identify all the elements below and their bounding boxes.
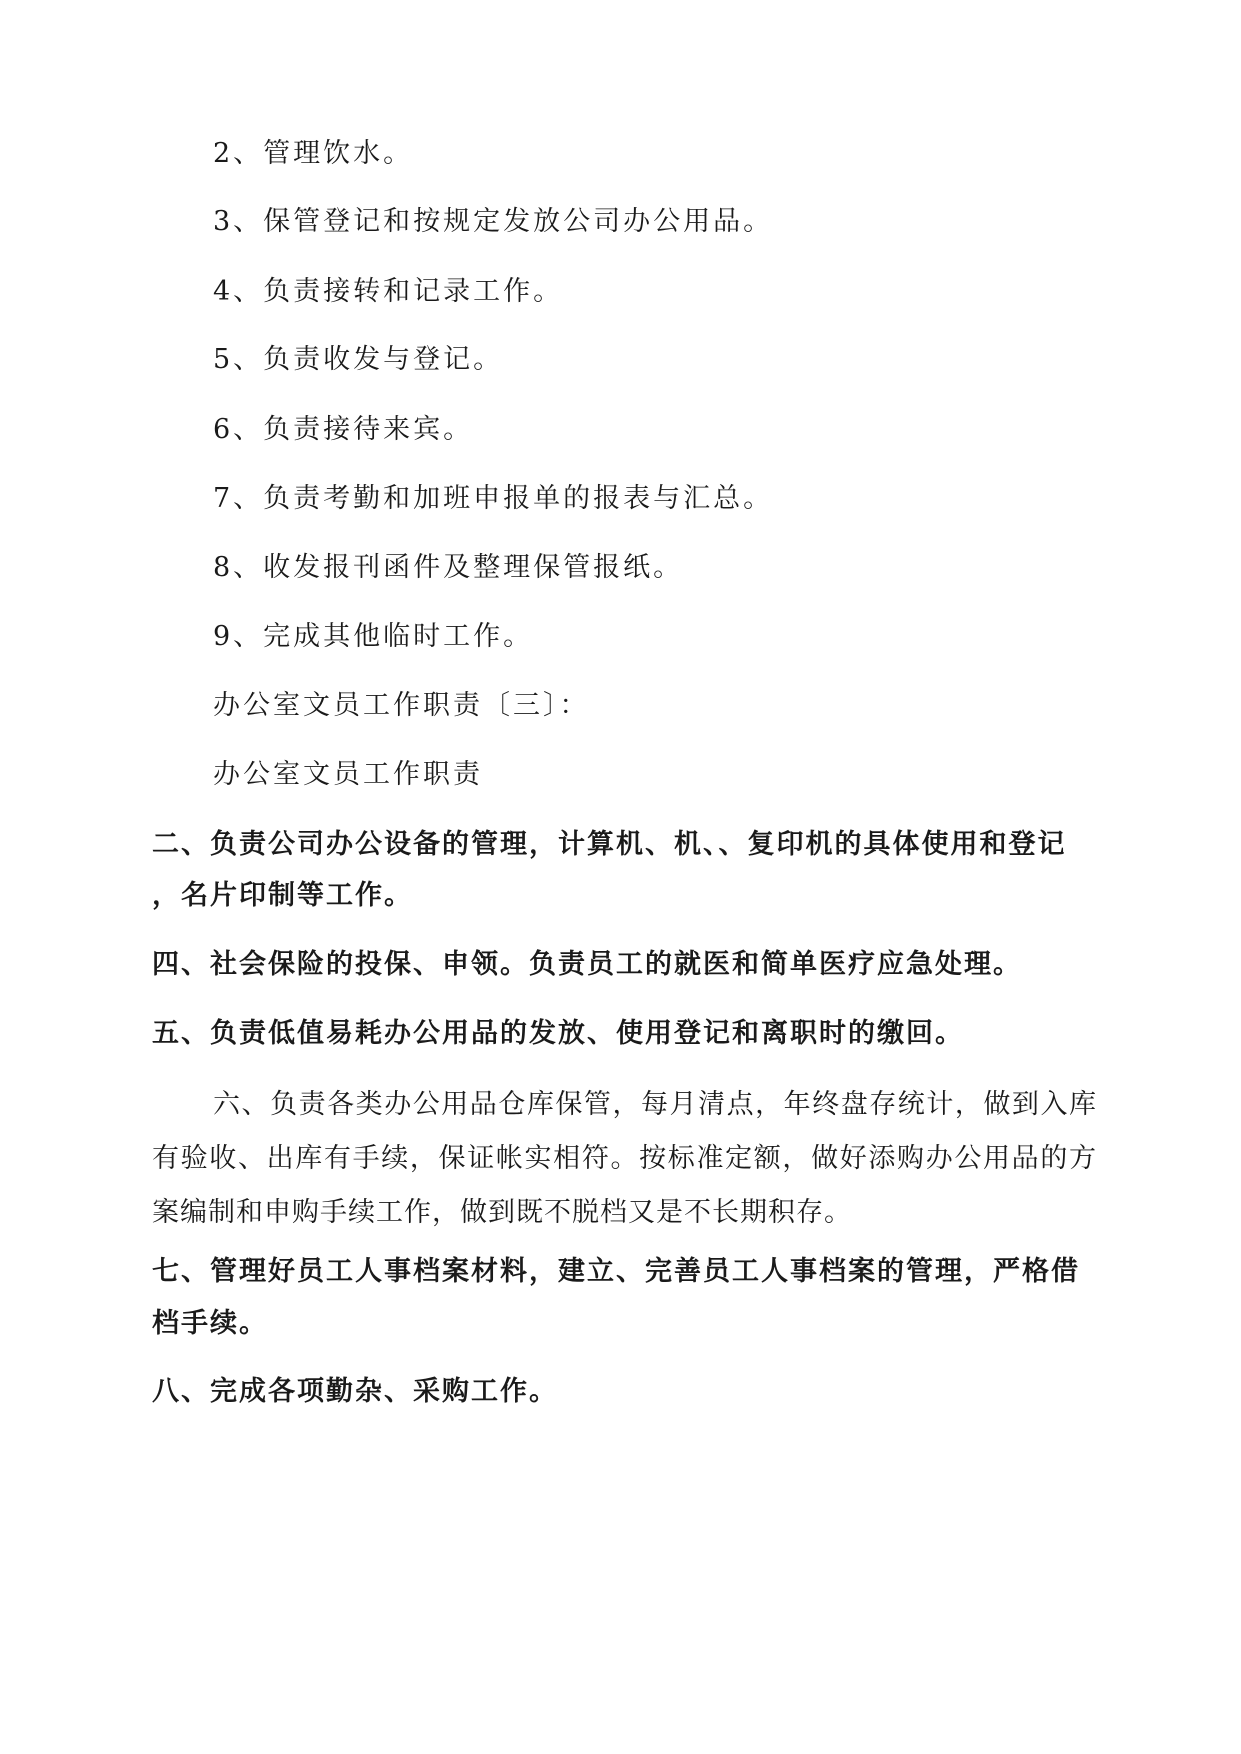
duty-6-paragraph: 六、负责各类办公用品仓库保管，每月清点，年终盘存统计，做到入库有验收、出库有手续，保证帐实相符。按标准定额，做好添购办公用品的方案编制和申购手续工作，做到既不脱档又是不长期积存。	[152, 1089, 1097, 1228]
list-item: 9、完成其他临时工作。	[213, 621, 534, 652]
duty-8: 八、完成各项勤杂、采购工作。	[152, 1376, 558, 1407]
section-title: 办公室文员工作职责	[213, 759, 483, 790]
duty-7-line-1: 七、管理好员工人事档案材料，建立、完善员工人事档案的管理，严格借	[152, 1256, 1080, 1287]
list-item: 3、保管登记和按规定发放公司办公用品。	[213, 206, 774, 237]
duty-5: 五、负责低值易耗办公用品的发放、使用登记和离职时的缴回。	[152, 1018, 964, 1049]
list-item: 8、收发报刊函件及整理保管报纸。	[213, 552, 684, 583]
duty-4: 四、社会保险的投保、申领。负责员工的就医和简单医疗应急处理。	[152, 949, 1022, 980]
list-item: 6、负责接待来宾。	[213, 414, 474, 445]
list-item: 5、负责收发与登记。	[213, 344, 504, 375]
duty-2-line-2: ，名片印制等工作。	[152, 880, 413, 911]
section-heading: 办公室文员工作职责〔三〕：	[213, 690, 590, 721]
duty-2-line-1: 二、负责公司办公设备的管理，计算机、机、、复印机的具体使用和登记	[152, 829, 1067, 860]
list-item: 2、管理饮水。	[213, 138, 414, 169]
list-item: 4、负责接转和记录工作。	[213, 276, 564, 307]
list-item: 7、负责考勤和加班申报单的报表与汇总。	[213, 483, 774, 514]
duty-7-line-2: 档手续。	[152, 1308, 268, 1339]
